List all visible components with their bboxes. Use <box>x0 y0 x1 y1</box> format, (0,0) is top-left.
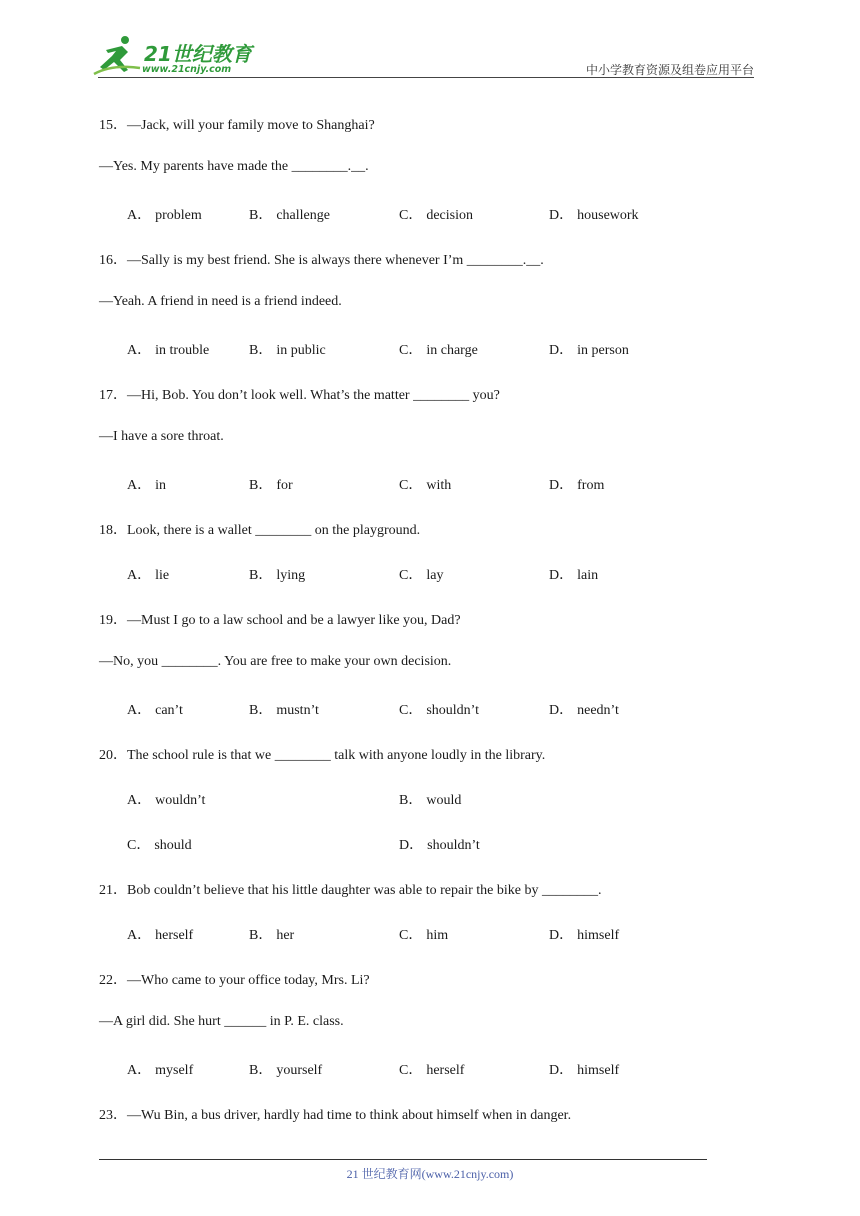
option-a[interactable]: A． wouldn’t <box>127 793 206 808</box>
option-a[interactable]: A． in <box>127 478 167 493</box>
option-b[interactable]: B． lying <box>249 568 306 583</box>
option-d[interactable]: D． needn’t <box>549 703 619 718</box>
option-c[interactable]: C． with <box>399 478 452 493</box>
site-logo <box>92 34 262 78</box>
option-d[interactable]: D． housework <box>549 208 639 223</box>
option-a[interactable]: A． problem <box>127 208 202 223</box>
footer-site-link[interactable]: 21 世纪教育网(www.21cnjy.com) <box>346 1167 514 1181</box>
option-c[interactable]: C． herself <box>399 1063 465 1078</box>
option-a[interactable]: A． herself <box>127 928 194 943</box>
question-stem: 21．Bob couldn’t believe that his little daughter was able to repair the bike by ________. <box>99 883 602 898</box>
question-stem: 15．—Jack, will your family move to Shanghai? <box>99 118 375 133</box>
question-stem: 19．—Must I go to a law school and be a lawyer like you, Dad? <box>99 613 461 628</box>
question-stem: 16．—Sally is my best friend. She is always there whenever I’m ________.__. <box>99 253 544 268</box>
option-b[interactable]: B． would <box>399 793 462 808</box>
option-d[interactable]: D． himself <box>549 928 620 943</box>
option-c[interactable]: C． should <box>127 838 192 853</box>
question-response: —I have a sore throat. <box>99 429 224 444</box>
option-b[interactable]: B． in public <box>249 343 326 358</box>
header-divider <box>98 77 754 78</box>
option-d[interactable]: D． from <box>549 478 605 493</box>
question-stem: 23．—Wu Bin, a bus driver, hardly had time to think about himself when in danger. <box>99 1108 572 1123</box>
question-response: —A girl did. She hurt ______ in P. E. class. <box>99 1014 344 1029</box>
platform-name: 中小学教育资源及组卷应用平台 <box>585 63 754 77</box>
option-b[interactable]: B． yourself <box>249 1063 323 1078</box>
question-response: —Yeah. A friend in need is a friend indeed. <box>99 294 342 309</box>
question-response: —No, you ________. You are free to make your own decision. <box>99 654 452 669</box>
option-b[interactable]: B． mustn’t <box>249 703 319 718</box>
option-d[interactable]: D． lain <box>549 568 599 583</box>
option-b[interactable]: B． challenge <box>249 208 330 223</box>
option-b[interactable]: B． for <box>249 478 293 493</box>
option-a[interactable]: A． myself <box>127 1063 194 1078</box>
option-a[interactable]: A． in trouble <box>127 343 210 358</box>
question-response: —Yes. My parents have made the ________.__. <box>99 159 369 174</box>
logo-url: www.21cnjy.com <box>142 64 232 75</box>
question-stem: 17．—Hi, Bob. You don’t look well. What’s the matter ________ you? <box>99 388 500 403</box>
option-d[interactable]: D． in person <box>549 343 629 358</box>
question-stem: 22．—Who came to your office today, Mrs. Li? <box>99 973 370 988</box>
option-a[interactable]: A． lie <box>127 568 170 583</box>
question-stem: 20．The school rule is that we ________ talk with anyone loudly in the library. <box>99 748 546 763</box>
option-a[interactable]: A． can’t <box>127 703 183 718</box>
option-b[interactable]: B． her <box>249 928 295 943</box>
option-c[interactable]: C． decision <box>399 208 473 223</box>
page-header <box>0 0 860 82</box>
logo-text: 21世纪教育 <box>144 42 252 66</box>
option-c[interactable]: C． shouldn’t <box>399 703 479 718</box>
option-c[interactable]: C． him <box>399 928 449 943</box>
option-d[interactable]: D． himself <box>549 1063 620 1078</box>
runner-logo-icon <box>92 34 144 76</box>
footer-divider <box>99 1159 707 1160</box>
option-d[interactable]: D． shouldn’t <box>399 838 480 853</box>
option-c[interactable]: C． in charge <box>399 343 478 358</box>
question-stem: 18．Look, there is a wallet ________ on the playground. <box>99 523 421 538</box>
option-c[interactable]: C． lay <box>399 568 444 583</box>
